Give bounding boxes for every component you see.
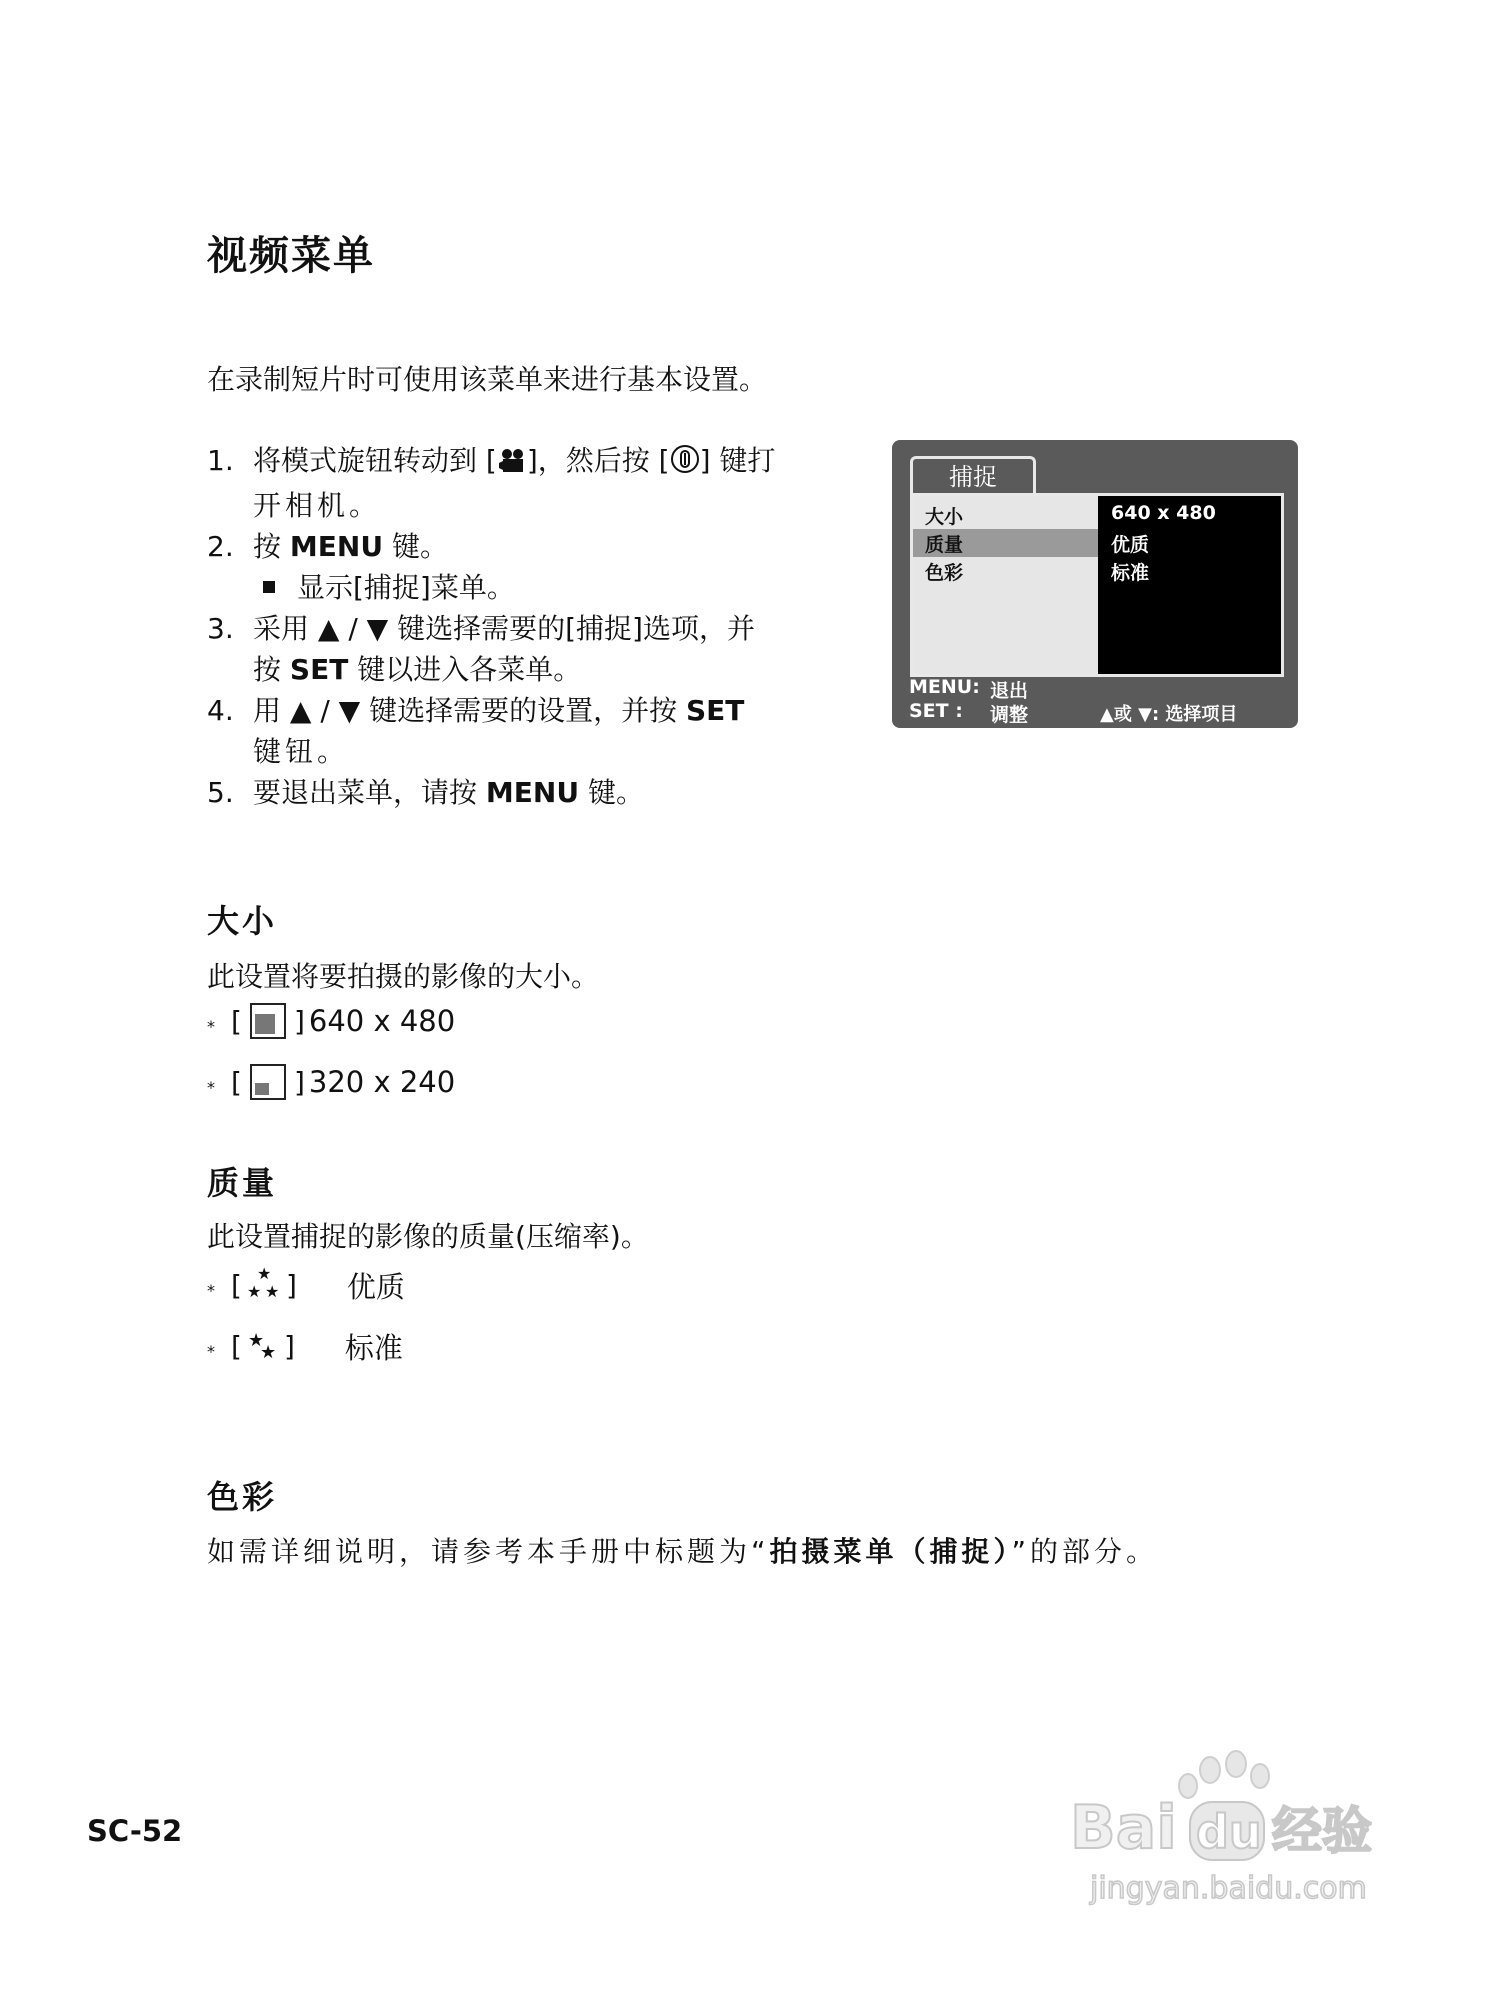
two-star-icon xyxy=(246,1326,280,1367)
intro-text: 在录制短片时可使用该菜单来进行基本设置。 xyxy=(207,363,768,396)
quality-heading: 质量 xyxy=(207,1164,278,1202)
set-key-label: SET : xyxy=(909,700,963,722)
size-option-320: * [ ] 320 x 240 xyxy=(207,1065,456,1099)
camera-menu-screen xyxy=(892,440,1298,728)
svg-text:★: ★ xyxy=(259,1342,277,1360)
menu-value-quality: 优质 xyxy=(1111,534,1150,556)
select-hint: ▲或 ▼: 选择项目 xyxy=(1100,704,1238,725)
page-number: SC-52 xyxy=(87,1814,183,1848)
step-4: 4. 用 ▲ / ▼ 键选择需要的设置，并按 SET 键钮。 xyxy=(207,694,745,768)
step-3: 3. 采用 ▲ / ▼ 键选择需要的[捕捉]选项，并 按 SET 键以进入各菜单。 xyxy=(207,612,755,686)
quality-option-fine: * [ ★ ★ ★ ] 优质 xyxy=(207,1265,405,1304)
menu-key-text: 退出 xyxy=(990,680,1029,702)
svg-text:★: ★ xyxy=(264,1282,280,1299)
steps-list xyxy=(207,440,867,813)
color-heading: 色彩 xyxy=(207,1478,278,1516)
svg-text:经验: 经验 xyxy=(1272,1802,1372,1860)
quality-desc: 此设置捕捉的影像的质量(压缩率)。 xyxy=(207,1220,649,1253)
size-option-640: * [ ] 640 x 480 xyxy=(207,1004,456,1038)
svg-text:★: ★ xyxy=(246,1282,262,1299)
movie-mode-icon xyxy=(497,444,527,485)
svg-text:jingyan.baidu.com: jingyan.baidu.com xyxy=(1090,1871,1367,1906)
menu-item-quality: 质量 xyxy=(925,534,964,556)
step-2-bullet: 显示[捕捉]菜单。 xyxy=(253,567,867,608)
size-heading: 大小 xyxy=(207,902,278,940)
page-title: 视频菜单 xyxy=(207,233,375,279)
step-1: 1. 将模式旋钮转动到 [ ]，然后按 [ ] 键打 开相机。 xyxy=(207,444,776,522)
menu-item-size: 大小 xyxy=(925,506,964,528)
set-key-text: 调整 xyxy=(990,704,1029,726)
three-star-icon xyxy=(246,1265,282,1306)
large-size-icon xyxy=(250,1003,286,1039)
svg-text:Bai: Bai xyxy=(1070,1793,1177,1863)
menu-item-color: 色彩 xyxy=(925,562,964,584)
size-desc: 此设置将要拍摄的影像的大小。 xyxy=(207,960,600,993)
color-desc: 如需详细说明，请参考本手册中标题为“拍摄菜单（捕捉）”的部分。 xyxy=(207,1535,1159,1568)
svg-text:★: ★ xyxy=(256,1265,272,1283)
step-5: 5. 要退出菜单，请按 MENU 键。 xyxy=(207,776,644,809)
menu-tab-capture: 捕捉 xyxy=(910,456,1036,495)
menu-value-size: 640 x 480 xyxy=(1111,502,1216,524)
svg-text:★: ★ xyxy=(247,1330,265,1351)
quality-option-normal: * [ ★ ★ ] 标准 xyxy=(207,1326,403,1367)
step-2: 2. 按 MENU 键。 显示[捕捉]菜单。 xyxy=(207,526,867,608)
small-size-icon xyxy=(250,1064,286,1100)
baidu-watermark-logo xyxy=(1060,1750,1420,1910)
menu-key-label: MENU: xyxy=(909,676,980,698)
menu-value-color: 标准 xyxy=(1111,562,1150,584)
power-button-icon xyxy=(670,444,700,485)
menu-panel xyxy=(910,493,1284,677)
svg-text:du: du xyxy=(1196,1805,1262,1859)
